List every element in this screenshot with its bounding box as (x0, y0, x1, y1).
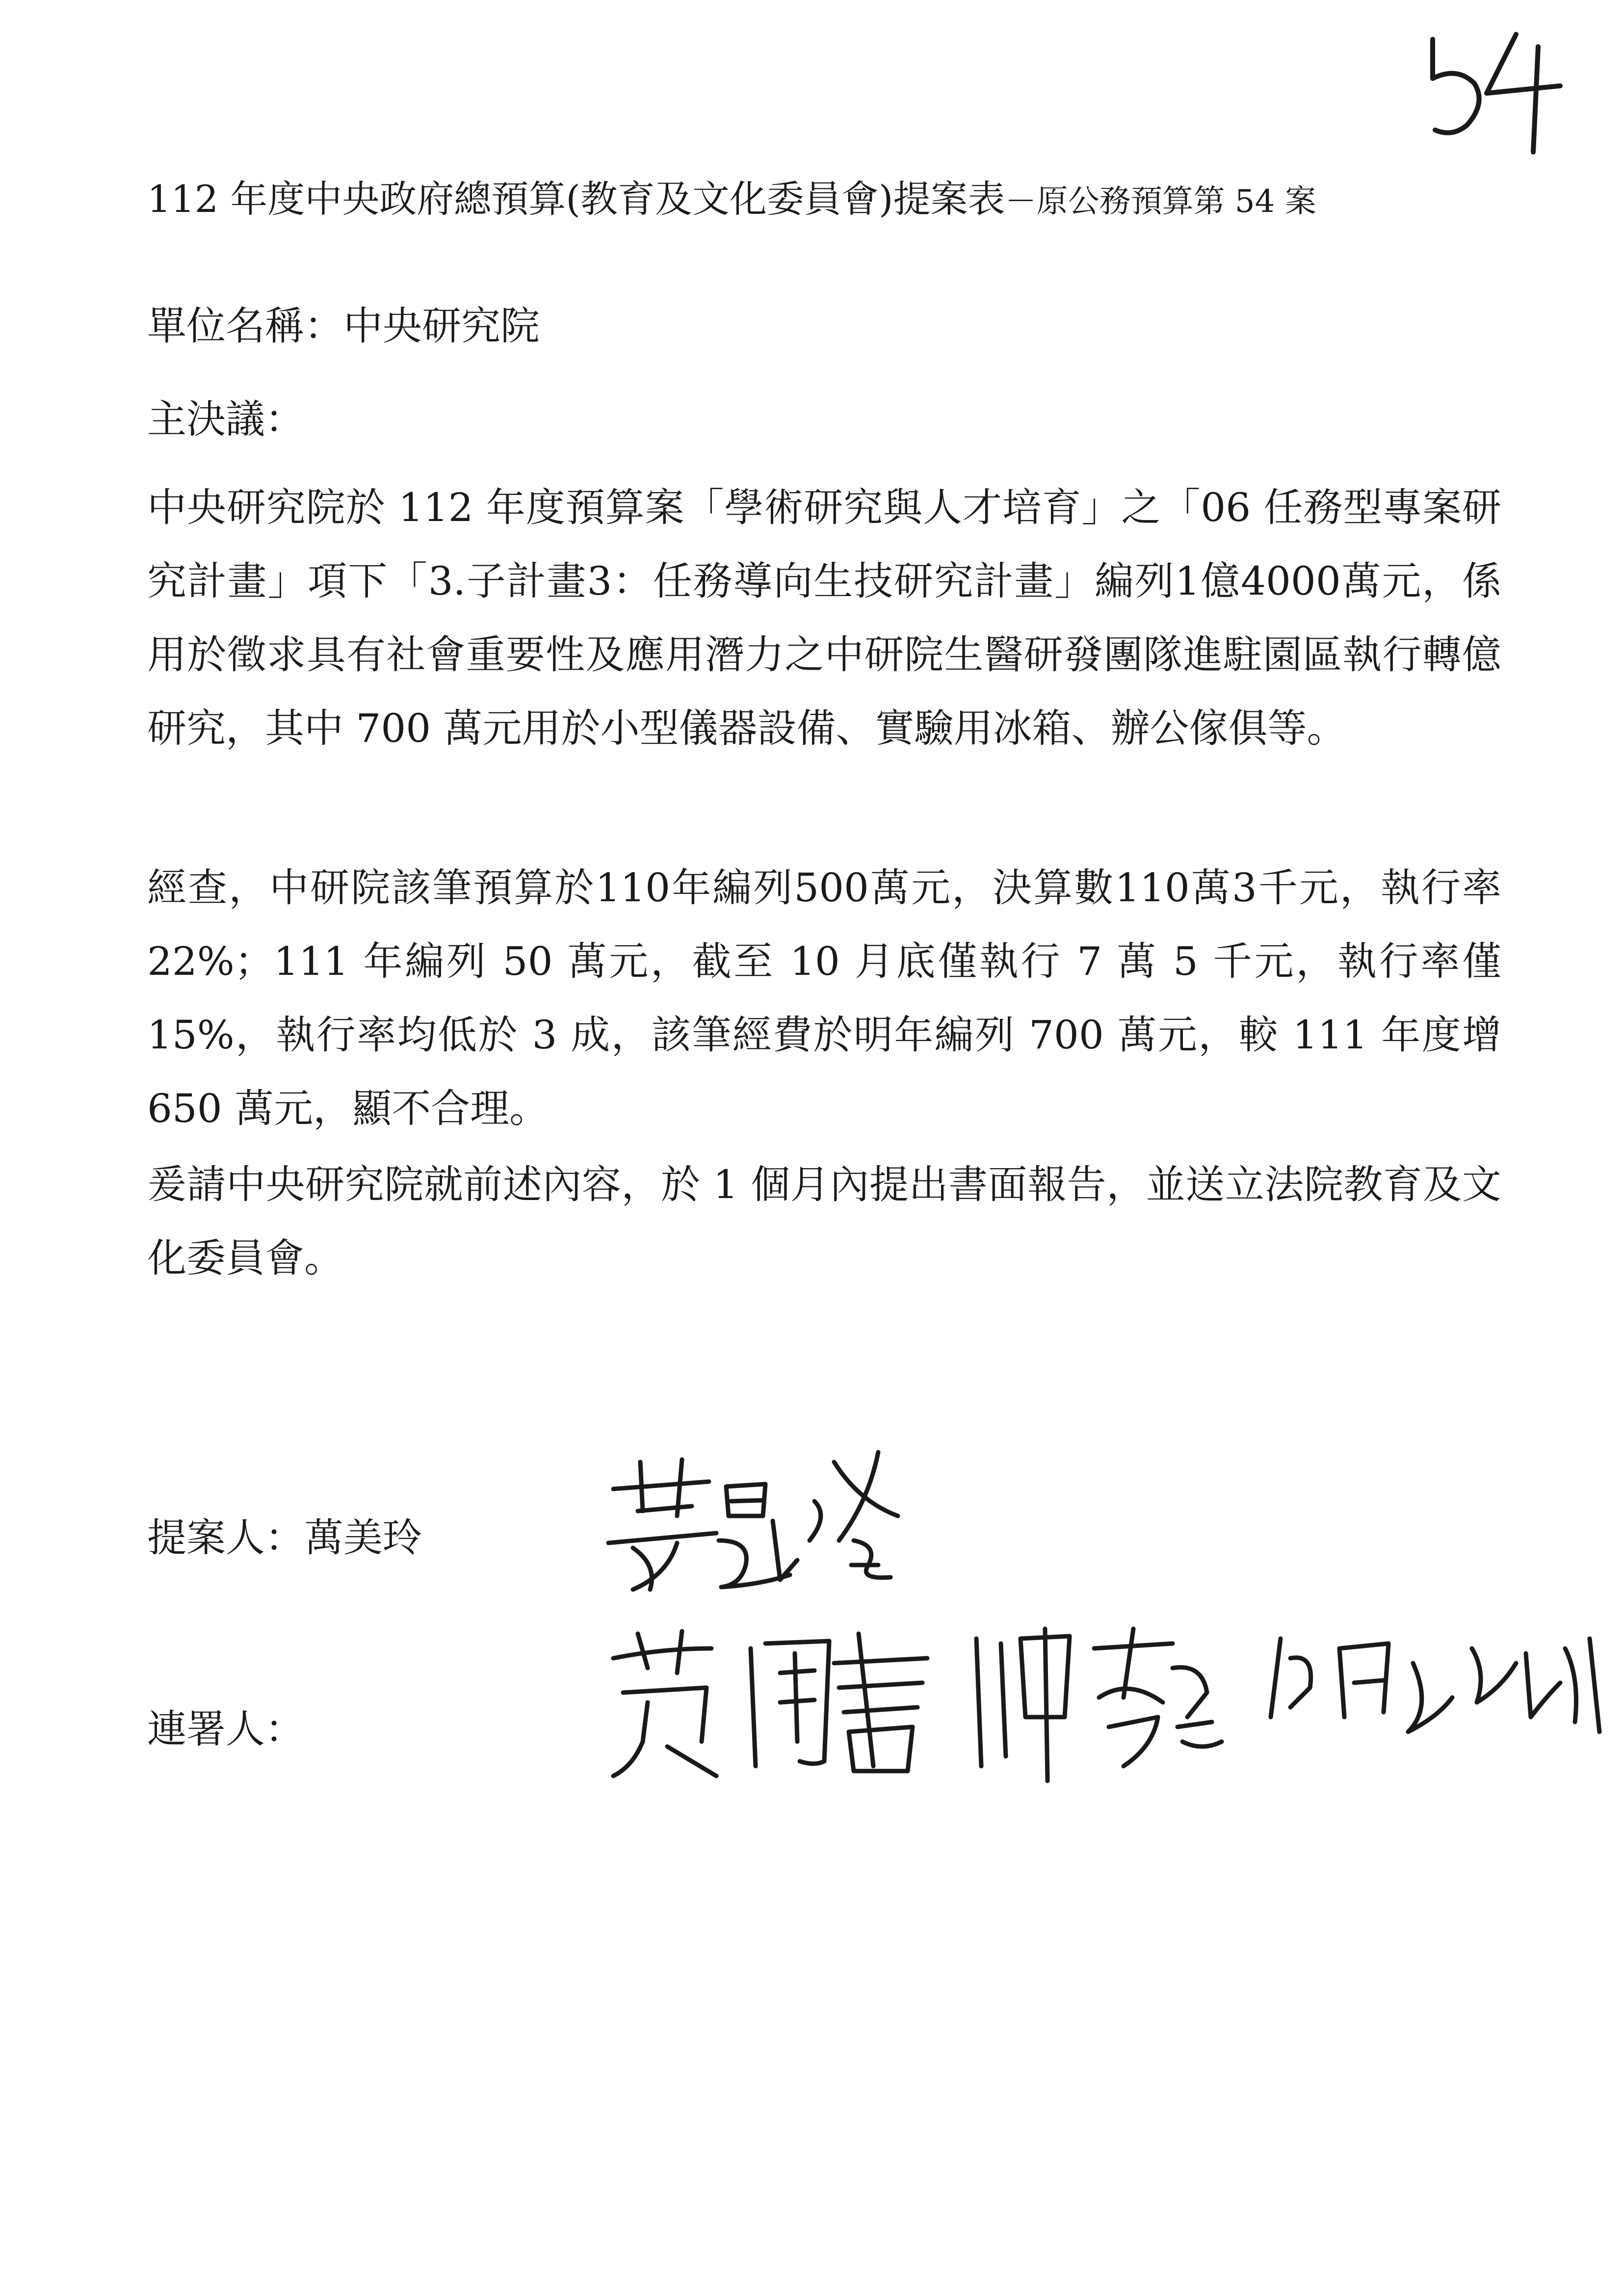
body-paragraph-3: 爰請中央研究院就前述內容，於 1 個月內提出書面報告，並送立法院教育及文化委員會。 (147, 1162, 1501, 1281)
cosigner-signatures-handwriting (603, 1619, 1614, 1786)
title-main: 112 年度中央政府總預算(教育及文化委員會)提案表 (147, 177, 1005, 221)
proposer-signature-handwriting (603, 1442, 917, 1604)
proposer-signature (603, 1442, 917, 1604)
handwritten-page-number (1413, 20, 1575, 157)
body-paragraph-2: 經查，中研院該筆預算於110年編列500萬元，決算數110萬3千元，執行率 22%；111 年編列 50 萬元，截至 10 月底僅執行 7 萬 5 千元，執行率僅 15%，執行率均低於 3 成，該筆經費於明年編列 700 萬元，較 111 年度增 650 萬元，顯不合理。 (147, 865, 1501, 1131)
cosigner-signatures (603, 1619, 1614, 1786)
unit-name-line: 單位名稱：中央研究院 (147, 303, 540, 349)
main-resolution-label: 主決議： (147, 396, 304, 442)
cosigner-label: 連署人： (147, 1706, 304, 1752)
title-suffix: －原公務預算第 54 案 (1005, 183, 1316, 220)
proposer-label: 提案人：萬美玲 (147, 1515, 422, 1561)
document-title (147, 169, 1521, 223)
body-paragraph-1: 中央研究院於 112 年度預算案「學術研究與人才培育」之「06 任務型專案研究計畫」項下「3.子計畫3：任務導向生技研究計畫」編列1億4000萬元，係用於徵求具有社會重要性及應用潛力之中研院生醫研發團隊進駐園區執行轉億研究，其中 700 萬元用於小型儀器設備、實驗用冰箱、辦公傢俱等。 (147, 485, 1501, 751)
page-number-handwriting (1413, 20, 1575, 157)
